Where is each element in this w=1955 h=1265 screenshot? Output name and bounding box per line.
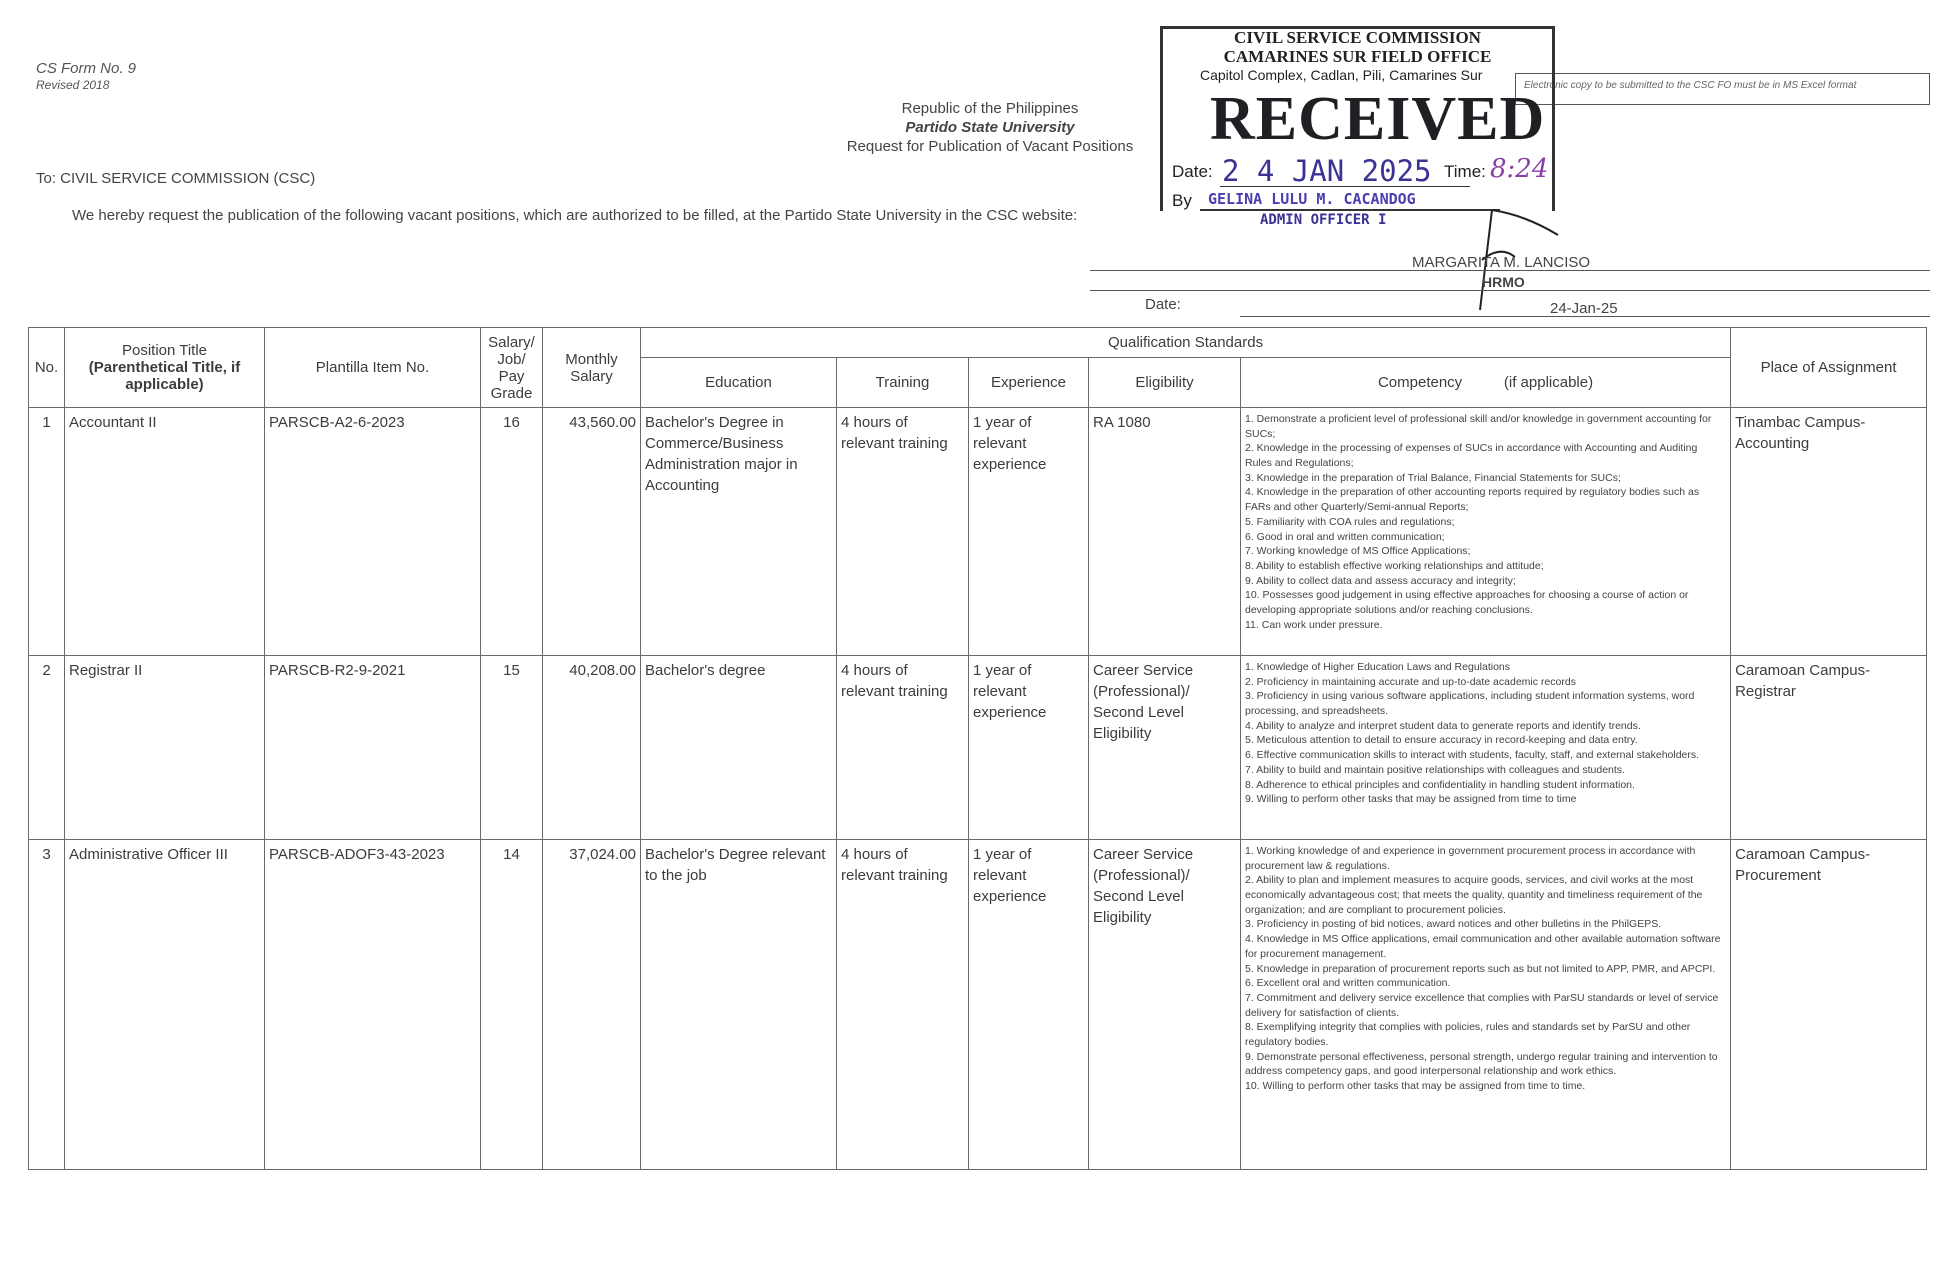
header-republic: Republic of the Philippines	[901, 100, 1079, 117]
row-place: Caramoan Campus-Procurement	[1731, 840, 1927, 1170]
row-experience: 1 year of relevant experience	[969, 656, 1089, 840]
row-place: Tinambac Campus-Accounting	[1731, 408, 1927, 656]
row-grade: 16	[481, 408, 543, 656]
competency-item: 9. Willing to perform other tasks that may be assigned from time to time	[1245, 793, 1577, 806]
row-salary: 37,024.00	[543, 840, 641, 1170]
competency-item: 8. Adherence to ethical principles and confidentiality in handling student information.	[1245, 778, 1635, 791]
header-place: Place of Assignment	[1731, 328, 1927, 408]
header-experience: Experience	[969, 358, 1089, 408]
row-competency	[1241, 840, 1731, 1170]
competency-item: 5. Meticulous attention to detail to ensure accuracy in record-keeping and data entry.	[1245, 734, 1638, 747]
header-monthly-salary: Monthly Salary	[543, 328, 641, 408]
signatory-name: MARGARITA M. LANCISO	[1412, 254, 1591, 271]
competency-item: 6. Good in oral and written communication;	[1245, 530, 1445, 543]
header-position-title-sub: (Parenthetical Title, if applicable)	[88, 359, 241, 393]
excel-format-note: Electronic copy to be submitted to the CSC FO must be in MS Excel format	[1515, 73, 1930, 105]
row-competency	[1241, 656, 1731, 840]
header-competency-note: (if applicable)	[1503, 374, 1594, 391]
competency-item: 8. Ability to establish effective working relationships and attitude;	[1245, 559, 1544, 572]
stamp-date-label: Date:	[1172, 162, 1213, 181]
row-salary: 43,560.00	[543, 408, 641, 656]
table-row	[29, 840, 1927, 1170]
competency-list	[1245, 412, 1726, 632]
header-competency-label: Competency	[1377, 374, 1463, 391]
vacant-positions-table	[28, 327, 1927, 1170]
header-no: No.	[29, 328, 65, 408]
stamp-by-position: ADMIN OFFICER I	[1260, 212, 1387, 228]
competency-item: 9. Ability to collect data and assess accuracy and integrity;	[1245, 574, 1516, 587]
competency-item: 5. Knowledge in preparation of procurement reports such as but not limited to APP, PMR, and APCPI.	[1245, 962, 1716, 975]
addressee: To: CIVIL SERVICE COMMISSION (CSC)	[36, 170, 316, 187]
header-plantilla: Plantilla Item No.	[265, 328, 481, 408]
row-eligibility: Career Service (Professional)/ Second Level Eligibility	[1089, 840, 1241, 1170]
table-row	[29, 408, 1927, 656]
competency-item: 11. Can work under pressure.	[1245, 618, 1383, 631]
header-eligibility: Eligibility	[1089, 358, 1241, 408]
stamp-by-line	[1200, 209, 1500, 211]
row-place: Caramoan Campus-Registrar	[1731, 656, 1927, 840]
row-position: Registrar II	[65, 656, 265, 840]
row-competency	[1241, 408, 1731, 656]
row-no: 3	[29, 840, 65, 1170]
header-education: Education	[641, 358, 837, 408]
competency-item: 1. Knowledge of Higher Education Laws and Regulations	[1245, 661, 1511, 673]
header-training: Training	[837, 358, 969, 408]
competency-item: 4. Knowledge in MS Office applications, email communication and other available automation software for procurement management.	[1245, 933, 1721, 960]
competency-item: 6. Effective communication skills to interact with students, faculty, staff, and external stakeholders.	[1245, 749, 1700, 762]
competency-item: 9. Demonstrate personal effectiveness, personal strength, undergo regular training and intervention to address competency gaps, and good interpersonal relationship and work ethics.	[1245, 1050, 1718, 1078]
row-education: Bachelor's degree	[641, 656, 837, 840]
row-education: Bachelor's Degree relevant to the job	[641, 840, 837, 1170]
row-experience: 1 year of relevant experience	[969, 408, 1089, 656]
row-education: Bachelor's Degree in Commerce/Business Administration major in Accounting	[641, 408, 837, 656]
row-eligibility: RA 1080	[1089, 408, 1241, 656]
row-plantilla: PARSCB-A2-6-2023	[265, 408, 481, 656]
stamp-by-name: GELINA LULU M. CACANDOG	[1208, 190, 1416, 208]
row-grade: 14	[481, 840, 543, 1170]
row-position: Accountant II	[65, 408, 265, 656]
competency-item: 3. Knowledge in the preparation of Trial Balance, Financial Statements for SUCs;	[1245, 471, 1621, 484]
competency-item: 5. Familiarity with COA rules and regulations;	[1245, 515, 1455, 528]
row-salary: 40,208.00	[543, 656, 641, 840]
competency-item: 1. Demonstrate a proficient level of professional skill and/or knowledge in government accounting for SUCs;	[1245, 413, 1712, 440]
row-no: 1	[29, 408, 65, 656]
header-competency	[1241, 358, 1731, 408]
header-qualification-standards: Qualification Standards	[641, 328, 1731, 358]
stamp-date-value: 2 4 JAN 2025	[1222, 154, 1432, 188]
competency-item: 7. Working knowledge of MS Office Applications;	[1245, 545, 1471, 558]
row-training: 4 hours of relevant training	[837, 840, 969, 1170]
competency-item: 4. Knowledge in the preparation of other accounting reports required by regulatory bodies such as FARs and other Quarterly/Semi-annual Reports;	[1245, 486, 1700, 514]
stamp-received: RECEIVED	[1210, 85, 1546, 153]
competency-item: 4. Ability to analyze and interpret student data to generate reports and identify trends.	[1245, 719, 1641, 732]
header-salary-grade: Salary/ Job/ Pay Grade	[481, 328, 543, 408]
competency-item: 3. Proficiency in using various software applications, including student information systems, word processing, and spreadsheets.	[1245, 690, 1695, 718]
stamp-address: Capitol Complex, Cadlan, Pili, Camarines Sur	[1200, 67, 1483, 83]
stamp-office: CAMARINES SUR FIELD OFFICE	[1223, 47, 1492, 66]
position-line	[1090, 290, 1930, 291]
competency-item: 7. Commitment and delivery service excellence that complies with ParSU standards or level of service delivery for satisfaction of clients.	[1245, 991, 1719, 1019]
stamp-time-label: Time:	[1444, 162, 1486, 181]
competency-item: 2. Knowledge in the processing of expenses of SUCs in accordance with Accounting and Auditing Rules and Regulations;	[1245, 442, 1698, 470]
row-training: 4 hours of relevant training	[837, 656, 969, 840]
header-title: Request for Publication of Vacant Positions	[846, 138, 1134, 155]
competency-list	[1245, 844, 1726, 1094]
competency-item: 3. Proficiency in posting of bid notices, award notices and other bulletins in the PhilGEPS.	[1245, 918, 1662, 931]
row-position: Administrative Officer III	[65, 840, 265, 1170]
table-row	[29, 656, 1927, 840]
row-no: 2	[29, 656, 65, 840]
competency-item: 2. Proficiency in maintaining accurate and up-to-date academic records	[1245, 675, 1576, 688]
row-plantilla: PARSCB-ADOF3-43-2023	[265, 840, 481, 1170]
header-position-title	[65, 328, 265, 408]
form-number: CS Form No. 9	[36, 60, 137, 77]
stamp-date-line	[1220, 186, 1470, 187]
competency-item: 1. Working knowledge of and experience in government procurement process in accordance with procurement law & regulations.	[1245, 845, 1696, 872]
stamp-by-label: By	[1172, 191, 1192, 210]
row-grade: 15	[481, 656, 543, 840]
signatory-date-label: Date:	[1145, 296, 1181, 313]
competency-item: 8. Exemplifying integrity that complies with policies, rules and standards set by ParSU and other regulatory bodies.	[1245, 1021, 1691, 1048]
signatory-date: 24-Jan-25	[1550, 300, 1618, 317]
competency-item: 7. Ability to build and maintain positive relationships with colleagues and students.	[1245, 763, 1625, 776]
request-text: We hereby request the publication of the following vacant positions, which are authorized to be filled, at the Partido State University in the CSC website:	[72, 207, 1078, 224]
competency-item: 10. Possesses good judgement in using effective approaches for choosing a course of action or developing appropriate solutions and/or reaching conclusions.	[1245, 589, 1689, 616]
row-eligibility: Career Service (Professional)/ Second Level Eligibility	[1089, 656, 1241, 840]
row-plantilla: PARSCB-R2-9-2021	[265, 656, 481, 840]
row-experience: 1 year of relevant experience	[969, 840, 1089, 1170]
header-agency: Partido State University	[905, 119, 1075, 136]
competency-item: 6. Excellent oral and written communication.	[1245, 977, 1451, 990]
stamp-time-value: 8:24	[1490, 154, 1549, 184]
competency-item: 10. Willing to perform other tasks that may be assigned from time to time.	[1245, 1080, 1586, 1092]
received-stamp	[1160, 26, 1555, 228]
competency-list	[1245, 660, 1726, 807]
competency-item: 2. Ability to plan and implement measures to acquire goods, services, and civil works at the most economically advantageous cost; that meets the quality, quantity and timeliness requirement of the organization; and are compliant to procurement policies.	[1245, 874, 1703, 916]
signatory-position: HRMO	[1482, 274, 1525, 290]
row-training: 4 hours of relevant training	[837, 408, 969, 656]
stamp-agency: CIVIL SERVICE COMMISSION	[1234, 28, 1481, 47]
form-revision: Revised 2018	[36, 78, 110, 92]
header-position-title-main: Position Title	[121, 342, 208, 359]
